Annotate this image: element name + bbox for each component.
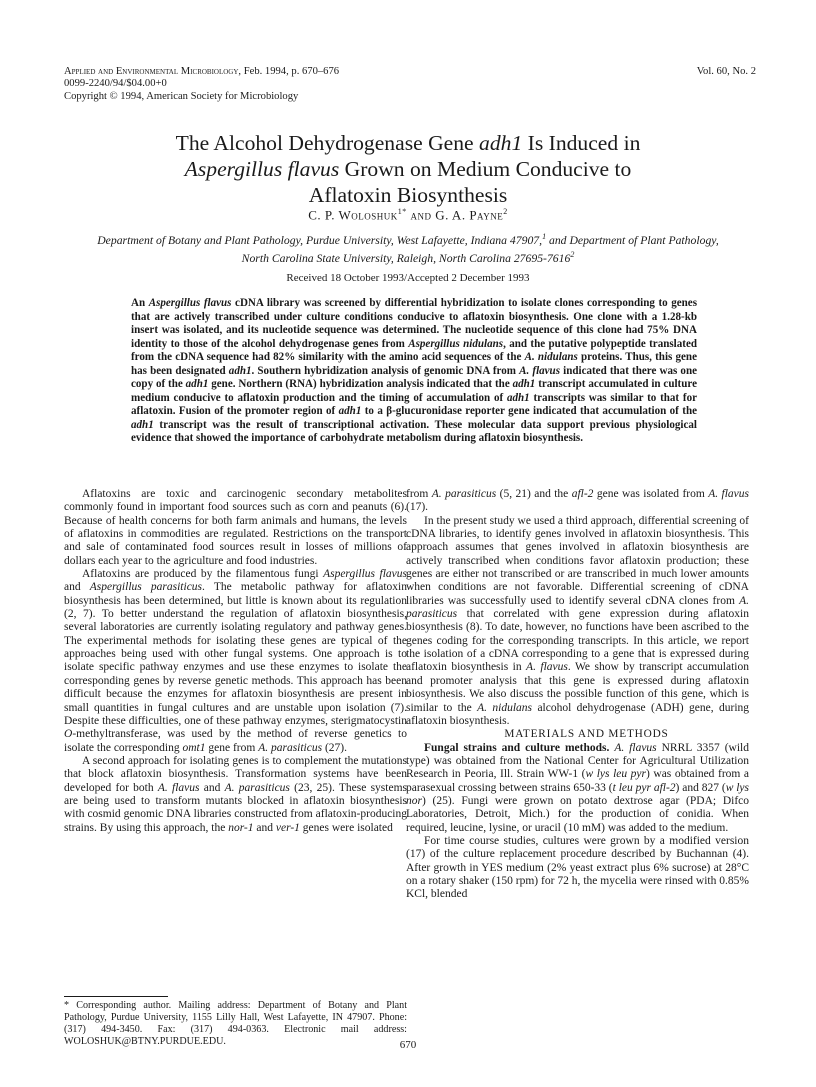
affiliation-mark-2: 2 xyxy=(570,250,575,260)
intro-paragraph-3: A second approach for isolating genes is to complement the mutations that block aflatoxin biosynthesis. Transformation systems have been developed for both A. flavus and A. parasiticus (23, 25). These systems are being used to transform mutants blocked in aflatoxin biosynthesis with cosmid genomic DNA libraries constructed from aflatoxin-producing strains. By using this approach, the nor-1 and ver-1 genes were isolated xyxy=(64,754,407,834)
right-column xyxy=(406,488,749,902)
methods-paragraph-1: Fungal strains and culture methods. A. flavus NRRL 3357 (wild type) was obtained from the National Center for Agricultural Utilization Research in Peoria, Ill. Strain WW-1 (w lys leu pyr) was obtained from a parasexual crossing between strains 650-33 (t leu pyr afl-2) and 827 (w lys nor) (25). Fungi were grown on potato dextrose agar (PDA; Difco Laboratories, Detroit, Mich.) for the production of conidia. When required, leucine, lysine, or uracil (10 mM) was added to the medium. xyxy=(406,741,750,834)
abstract: An Aspergillus flavus cDNA library was screened by differential hybridization to isolate clones corresponding to genes that are actively transcribed under culture conditions conducive to aflatoxin biosynthesis. One clone with a 1.28-kb insert was isolated, and its nucleotide sequence was determined. The nucleotide sequence of this clone had 75% DNA identity to those of the alcohol dehydrogenase genes from Aspergillus nidulans, and the putative polypeptide translated from the cDNA sequence had 82% similarity with the amino acid sequences of the A. nidulans proteins. Thus, this gene has been designated adh1. Southern hybridization analysis of genomic DNA from A. flavus indicated that there was one copy of the adh1 gene. Northern (RNA) hybridization analysis indicated that the adh1 transcript accumulated in culture medium conducive to aflatoxin production and the timing of accumulation of adh1 transcripts was similar to that for aflatoxin. Fusion of the promoter region of adh1 to a β-glucuronidase reporter gene indicated that accumulation of the adh1 transcript was the result of transcriptional activation. These molecular data support previous physiological evidence that showed the importance of carbohydrate metabolism during aflatoxin biosynthesis. xyxy=(131,297,698,445)
intro-paragraph-3-cont: from A. parasiticus (5, 21) and the afl-2 gene was isolated from A. flavus (17). xyxy=(406,488,749,514)
article-title xyxy=(80,130,736,208)
intro-paragraph-4: In the present study we used a third approach, differential screening of cDNA libraries, to identify genes involved in aflatoxin biosynthesis. This approach assumes that genes involved in aflatoxin biosynthesis are actively transcribed when conditions favor aflatoxin production; these genes are either not transcribed or are transcribed in much lower amounts when conditions are not favorable. Differential screening of cDNA libraries was successfully used to identify several cDNA clones from A. parasiticus that correlated with gene expression during aflatoxin biosynthesis (8). To date, however, no functions have been ascribed to the genes coding for the corresponding transcripts. In this article, we report the isolation of a cDNA corresponding to a gene that is expressed during aflatoxin biosynthesis in A. flavus. We show by transcript accumulation and promoter analysis that this gene is expressed during aflatoxin biosynthesis. We also discuss the possible function of this gene, which is similar to the A. nidulans alcohol dehydrogenase (ADH) gene, during aflatoxin biosynthesis. xyxy=(406,514,750,727)
affiliation-mark-1: 1 xyxy=(542,232,547,241)
title-species: Aspergillus flavus xyxy=(184,157,340,181)
author-2: G. A. Payne xyxy=(435,207,504,223)
author-conjunction: and xyxy=(406,207,436,223)
footnote-divider xyxy=(64,996,168,997)
corresponding-author-footnote: * Corresponding author. Mailing address: Department of Botany and Plant Pathology, Purdue University, 1155 Lilly Hall, West Lafayette, IN 47907. Phone: (317) 494-3450. Fax: (317) 494-0363. Electronic mail address: WOLOSHUK@BTNY.PURDUE.EDU. xyxy=(64,1000,407,1048)
title-text-4: Aflatoxin Biosynthesis xyxy=(308,183,508,207)
intro-paragraph-2: Aflatoxins are produced by the filamentous fungi Aspergillus flavus and Aspergillus parasiticus. The metabolic pathway for aflatoxin biosynthesis has been determined, but little is known about its regulation (2, 7). To better understand the regulation of aflatoxin biosynthesis, several laboratories are currently isolating regulatory and pathway genes. The experimental methods for isolating these genes are typical of the approaches being used with other fungal systems. One approach is to isolate specific pathway enzymes and use these enzymes to isolate the corresponding genes by reverse genetic methods. This approach has been difficult because the enzymes for aflatoxin biosynthesis are present in small quantities in fungal cultures and are unstable upon isolation (7). Despite these difficulties, one of these pathway enzymes, sterigmatocystin O-methyltransferase, was used by the method of reverse genetics to isolate the corresponding omt1 gene from A. parasiticus (27). xyxy=(64,568,408,754)
journal-name: Applied and Environmental Microbiology xyxy=(64,66,239,77)
title-text-2: Is Induced in xyxy=(522,131,641,155)
page-number: 670 xyxy=(399,1039,417,1051)
author-1-mark: 1* xyxy=(397,207,407,216)
left-column xyxy=(64,488,407,835)
title-text-1: The Alcohol Dehydrogenase Gene xyxy=(175,131,480,155)
affiliation xyxy=(90,230,726,267)
affiliation-1: Department of Botany and Plant Pathology, Purdue University, West Lafayette, Indiana 47907, xyxy=(97,233,543,247)
methods-paragraph-2: For time course studies, cultures were grown by a modified version (17) of the culture replacement procedure described by Buchannan (4). After growth in YES medium (2% yeast extract plus 6% sucrose) at 28°C on a rotary shaker (150 rpm) for 72 h, the mycelia were rinsed with 0.85% KCl, blended xyxy=(406,834,749,901)
intro-paragraph-1: Aflatoxins are toxic and carcinogenic secondary metabolites commonly found in important food sources such as corn and peanuts (6). Because of health concerns for both farm animals and humans, the levels of aflatoxins in commodities are regulated. Restrictions on the transport and sale of contaminated food sources result in losses of millions of dollars each year to the agriculture and food industries. xyxy=(64,488,407,567)
copyright-line: Copyright © 1994, American Society for Microbiology xyxy=(64,90,299,102)
issn-line: 0099-2240/94/$04.00+0 xyxy=(64,78,167,90)
volume-issue: Vol. 60, No. 2 xyxy=(696,66,756,77)
author-1: C. P. Woloshuk xyxy=(308,207,398,223)
journal-header xyxy=(64,66,544,103)
received-dates: Received 18 October 1993/Accepted 2 December 1993 xyxy=(286,272,530,284)
section-heading-methods: MATERIALS AND METHODS xyxy=(504,728,669,741)
journal-date-pages: , Feb. 1994, p. 670–676 xyxy=(238,66,340,77)
title-text-3: Grown on Medium Conducive to xyxy=(339,157,632,181)
journal-citation xyxy=(64,66,544,78)
title-gene: adh1 xyxy=(479,131,523,155)
author-2-mark: 2 xyxy=(503,207,508,216)
affiliation-2: and Department of Plant Pathology, North Carolina State University, Raleigh, North Carolina 27695-7616 xyxy=(241,233,719,266)
author-list xyxy=(80,207,736,223)
